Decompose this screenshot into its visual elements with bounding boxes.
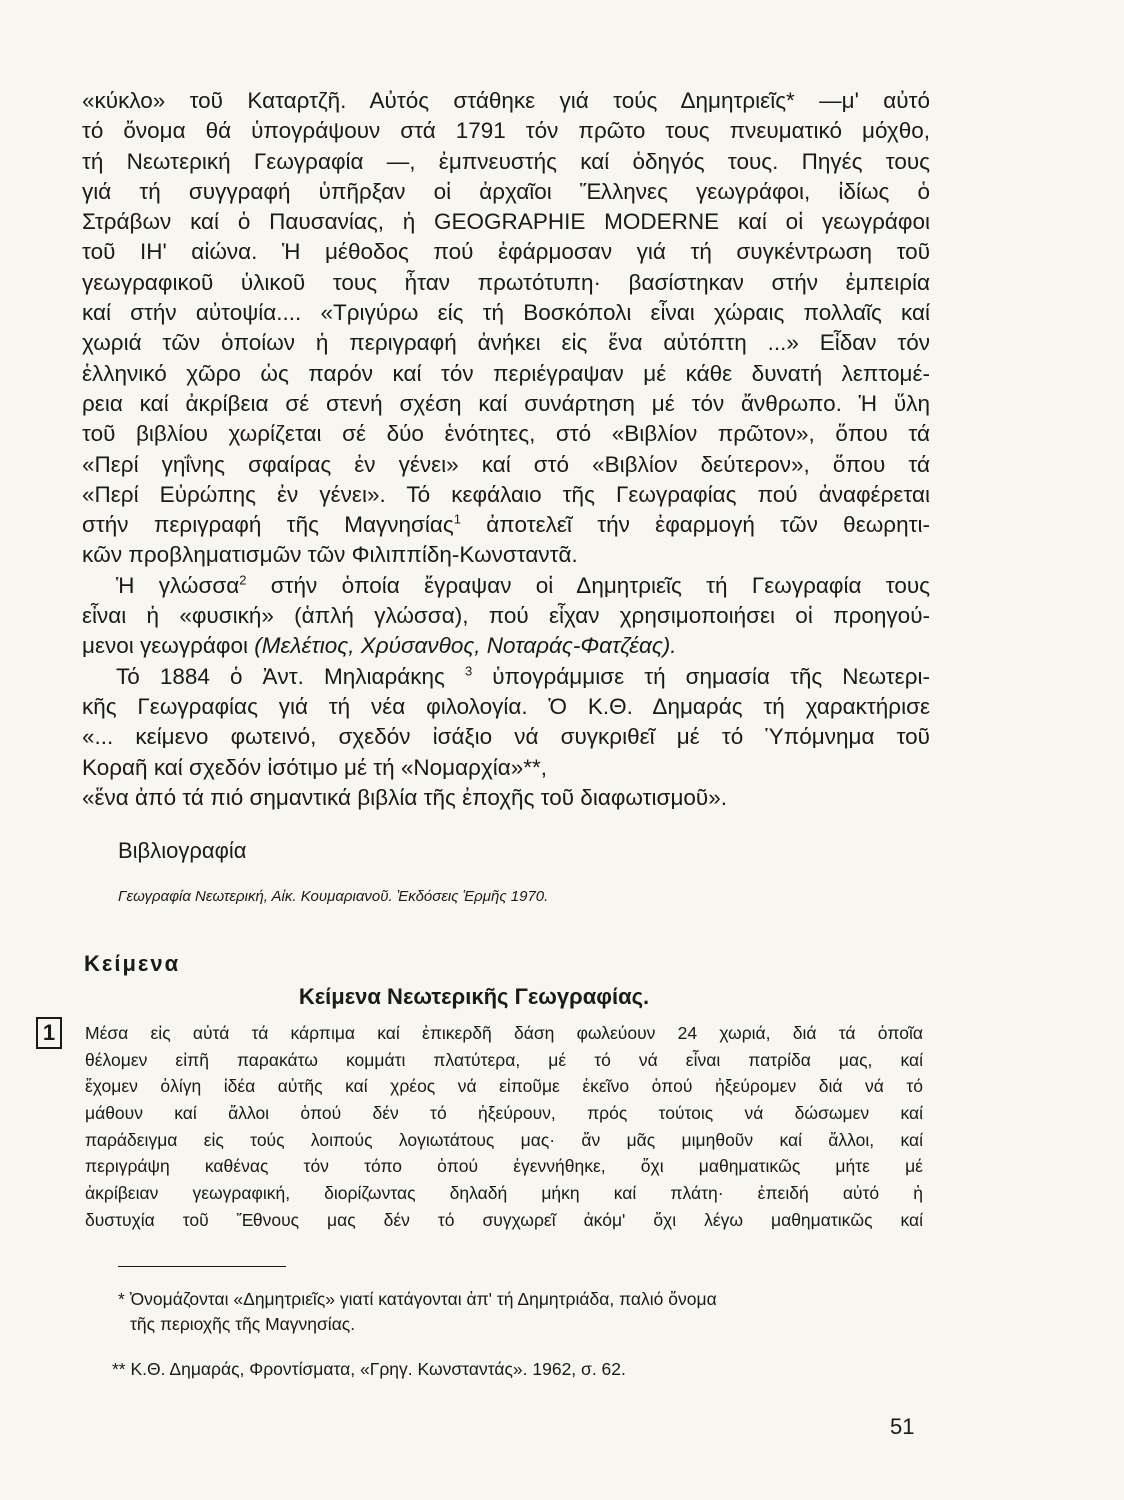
body-line: τή Νεωτερική Γεωγραφία —, ἐμπνευστής καί ὁδηγός τους. Πηγές τους — [82, 148, 930, 174]
extract-number-badge: 1 — [36, 1017, 62, 1049]
footnote-ref: 2 — [239, 572, 247, 588]
body-text-segment: ὑπογράμμισε τή σημασία τῆς Νεωτερι- — [472, 663, 930, 689]
body-text-segment: μενοι γεωγράφοι — [82, 633, 255, 659]
footnote-text: Κ.Θ. Δημαράς, Φροντίσματα, «Γρηγ. Κωνσταντάς». 1962, σ. 62. — [130, 1359, 626, 1379]
extract-line: παράδειγμα εἰς τούς λοιπούς λογιωτάτους μας· ἄν μᾶς μιμηθοῦν καί ἄλλοι, καί — [85, 1129, 923, 1150]
body-line: τοῦ ΙΗ' αἰώνα. Ἡ μέθοδος πού ἐφάρμοσαν γιά τή συγκέντρωση τοῦ — [82, 239, 930, 265]
extract-line: περιγράψη καθένας τόν τόπο ὁπού ἐγεννήθηκε, ὄχι μαθηματικῶς μήτε μέ — [85, 1156, 923, 1177]
body-line: γεωγραφικοῦ ὑλικοῦ τους ἦταν πρωτότυπη· βασίστηκαν στήν ἐμπειρία — [82, 269, 930, 295]
body-line: χωριά τῶν ὁποίων ἡ περιγραφή ἀνήκει εἰς ἕνα αὐτόπτη ...» Εἶδαν τόν — [82, 330, 930, 356]
body-line — [82, 662, 930, 692]
body-line: «Περί Εὐρώπης ἐν γένει». Τό κεφάλαιο τῆς Γεωγραφίας πού ἀναφέρεται — [82, 481, 930, 507]
body-line: κῆς Γεωγραφίας γιά τή νέα φιλολογία. Ὁ Κ.Θ. Δημαράς τή χαρακτήρισε — [82, 693, 930, 719]
body-line — [82, 631, 930, 661]
footnote-ref: 1 — [453, 511, 461, 527]
body-text-segment: στήν περιγραφή τῆς Μαγνησίας — [82, 512, 454, 538]
body-line: Στράβων καί ὁ Παυσανίας, ἡ GEOGRAPHIE MODERNE καί οἱ γεωγράφοι — [82, 209, 930, 235]
body-line: καί στήν αὐτοψία.... «Τριγύρω είς τή Βοσκόπολι εἶναι χώραις πολλαῖς καί — [82, 300, 930, 326]
body-line: τό ὄνομα θά ὑπογράψουν στά 1791 τόν πρῶτο τους πνευματικό μόχθο, — [82, 118, 930, 144]
page-number: 51 — [890, 1414, 915, 1439]
body-line: «... κείμενο φωτεινό, σχεδόν ἰσάξιο νά συγκριθεῖ μέ τό Ὑπόμνημα τοῦ — [82, 724, 930, 750]
author-names-italic: (Μελέτιος, Χρύσανθος, Νοταράς-Φατζέας). — [254, 633, 677, 659]
body-line: ρεια καί ἀκρίβεια σέ στενή σχέση καί συνάρτηση μέ τόν ἄνθρωπο. Ἡ ὕλη — [82, 390, 930, 416]
extract-line: μάθουν καί ἄλλοι ὁπού δέν τό ἠξεύρουν, πρός τούτοις νά δώσωμεν καί — [85, 1103, 923, 1124]
body-line: «Περί γηΐνης σφαίρας ἐν γένει» καί στό «Βιβλίον δεύτερον», ὅπου τά — [82, 451, 930, 477]
body-line: εἶναι ἡ «φυσική» (ἁπλή γλώσσα), πού εἶχαν χρησιμοποιήσει οἱ προηγού- — [82, 603, 930, 629]
body-text-segment: Τό 1884 ὁ Ἀντ. Μηλιαράκης — [116, 663, 465, 689]
footnote-1 — [118, 1286, 717, 1312]
body-line: Κοραῆ καί σχεδόν ἰσότιμο μέ τή «Νομαρχία»**, — [82, 754, 548, 780]
body-line: κῶν προβληματισμῶν τῶν Φιλιππίδη-Κωνσταντᾶ. — [82, 542, 578, 568]
extract-line: θέλομεν εἰπῆ παρακάτω κομμάτι πλατύτερα, μέ τό νά εἶναι πατρίδα μας, καί — [85, 1049, 923, 1070]
body-text-segment: ἀποτελεῖ τήν ἐφαρμογή τῶν θεωρητι- — [460, 512, 930, 538]
section-heading: Κείμενα — [84, 951, 181, 976]
body-line — [82, 510, 930, 540]
section-subheading: Κείμενα Νεωτερικῆς Γεωγραφίας. — [298, 984, 650, 1009]
bibliography-entry: Γεωγραφία Νεωτερική, Αἰκ. Κουμαριανοῦ. Ἐκδόσεις Ἑρμῆς 1970. — [118, 888, 549, 905]
footnote-ref: 3 — [464, 663, 473, 679]
extract-line: ἀκρίβειαν γεωγραφική, διορίζωντας δηλαδή μήκη καί πλάτη· ἐπειδή αὐτό ἡ — [85, 1183, 923, 1204]
extract-line: δυστυχία τοῦ Ἔθνους μας δέν τό συγχωρεῖ ἀκόμ' ὄχι λέγω μαθηματικῶς καί — [85, 1209, 923, 1230]
body-line: «κύκλο» τοῦ Καταρτζῆ. Αὐτός στάθηκε γιά τούς Δημητριεῖς* —μ' αὐτό — [82, 88, 930, 113]
body-text-segment: Ἡ γλώσσα — [116, 572, 240, 598]
body-text-segment: στήν ὁποία ἔγραψαν οἱ Δημητριεῖς τή Γεωγραφία τους — [246, 572, 930, 598]
body-line: τοῦ βιβλίου χωρίζεται σέ δύο ἑνότητες, στό «Βιβλίον πρῶτον», ὅπου τά — [82, 421, 930, 447]
extract-line: ἔχομεν ὀλίγη ἰδέα αὐτῆς καί χρέος νά εἰποῦμε ἐκεῖνο ὁπού ἠξεύρομεν διά νά τό — [85, 1076, 923, 1097]
footnote-mark: * — [118, 1289, 125, 1309]
body-line: ἑλληνικό χῶρο ὡς παρόν καί τόν περιέγραψαν μέ κάθε δυνατή λεπτομέ- — [82, 360, 930, 386]
body-line: «ἕνα ἀπό τά πιό σημαντικά βιβλία τῆς ἐποχῆς τοῦ διαφωτισμοῦ». — [82, 784, 727, 810]
footnote-divider — [118, 1266, 286, 1267]
footnote-2 — [112, 1356, 626, 1382]
body-text — [82, 86, 930, 813]
body-line: γιά τή συγγραφή ὑπῆρξαν οἱ ἀρχαῖοι Ἕλληνες γεωγράφοι, ἰδίως ὁ — [82, 178, 930, 204]
footnote-mark: ** — [112, 1359, 126, 1379]
extract-text — [85, 1020, 923, 1234]
footnote-1-continuation: τῆς περιοχῆς τῆς Μαγνησίας. — [130, 1314, 356, 1334]
extract-line: Μέσα εἰς αὐτά τά κάρπιμα καί ἐπικερδῆ δάση φωλεύουν 24 χωριά, διά τά ὁποῖα — [85, 1023, 923, 1043]
bibliography-title: Βιβλιογραφία — [118, 838, 247, 863]
footnote-text: Ὀνομάζονται «Δημητριεῖς» γιατί κατάγονται ἀπ' τή Δημητριάδα, παλιό ὄνομα — [129, 1289, 717, 1309]
body-line — [82, 571, 930, 601]
